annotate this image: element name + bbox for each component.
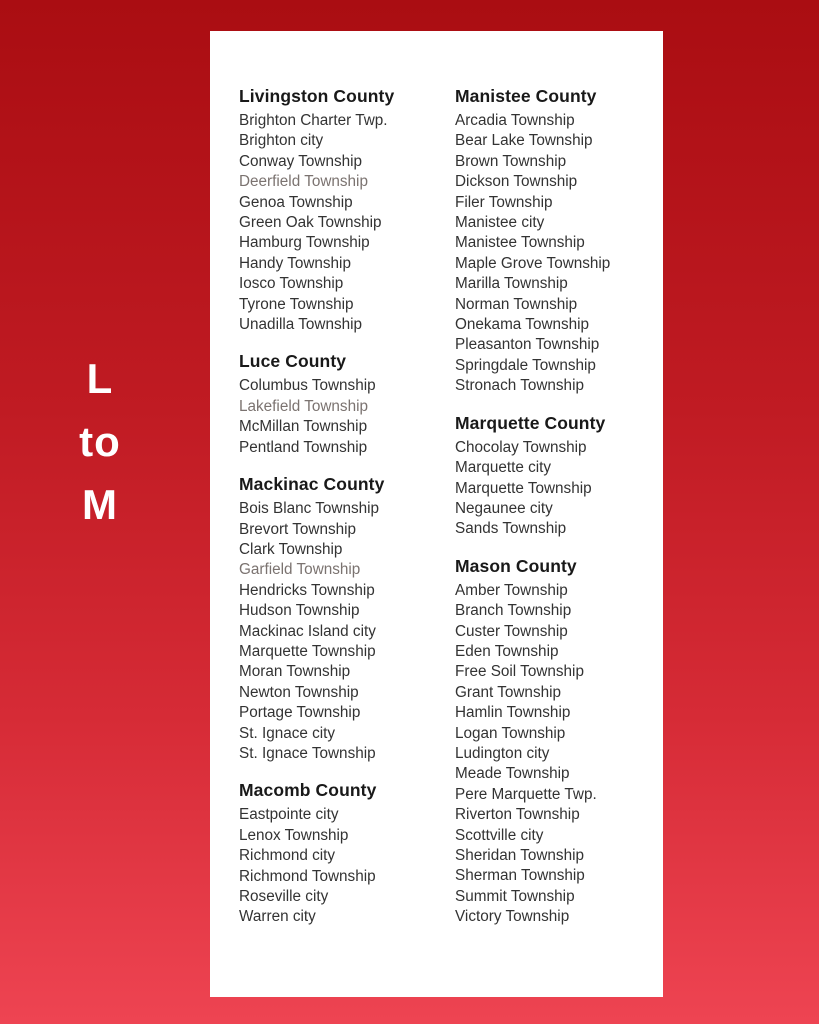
township-item: Marilla Township bbox=[455, 275, 568, 293]
township-item: Springdale Township bbox=[455, 356, 596, 374]
township-item: Hamburg Township bbox=[239, 234, 370, 252]
township-item: Hudson Township bbox=[239, 602, 360, 620]
township-item: Marquette Township bbox=[455, 479, 592, 497]
township-item: Lenox Township bbox=[239, 826, 349, 844]
township-item: Grant Township bbox=[455, 683, 562, 701]
township-item: Hamlin Township bbox=[455, 704, 571, 722]
township-item: Moran Township bbox=[239, 663, 351, 681]
township-item: Eden Township bbox=[455, 642, 559, 660]
township-item: Marquette Township bbox=[239, 642, 376, 660]
township-list bbox=[455, 111, 649, 397]
township-item: Ludington city bbox=[455, 744, 550, 762]
county-column-left bbox=[239, 85, 455, 943]
township-item: Genoa Township bbox=[239, 193, 353, 211]
township-item: Scottville city bbox=[455, 826, 544, 844]
range-letter-end: M bbox=[82, 481, 118, 528]
township-item: Clark Township bbox=[239, 540, 343, 558]
county-list-card bbox=[210, 31, 663, 997]
township-item: Richmond Township bbox=[239, 867, 376, 885]
township-item: Sherman Township bbox=[455, 867, 585, 885]
county-group bbox=[455, 555, 649, 928]
township-item: Branch Township bbox=[455, 602, 572, 620]
township-item: Brown Township bbox=[455, 152, 567, 170]
township-item: Maple Grove Township bbox=[455, 254, 611, 272]
township-item: Mackinac Island city bbox=[239, 622, 376, 640]
township-item: Deerfield Township bbox=[239, 173, 368, 191]
township-item: Stronach Township bbox=[455, 377, 584, 395]
county-heading: Mackinac County bbox=[239, 474, 385, 495]
township-item: Victory Township bbox=[455, 908, 570, 926]
county-heading: Mason County bbox=[455, 555, 577, 576]
township-item: Marquette city bbox=[455, 459, 552, 477]
township-item: Onekama Township bbox=[455, 316, 590, 334]
township-item: Negaunee city bbox=[455, 499, 553, 517]
township-item: Hendricks Township bbox=[239, 581, 375, 599]
township-item: Meade Township bbox=[455, 765, 570, 783]
township-item: Bois Blanc Township bbox=[239, 500, 380, 518]
township-item: Green Oak Township bbox=[239, 214, 382, 232]
township-item: Pentland Township bbox=[239, 438, 368, 456]
county-heading: Macomb County bbox=[239, 780, 377, 801]
township-item: Riverton Township bbox=[455, 806, 580, 824]
township-item: Brighton city bbox=[239, 132, 324, 150]
range-letter-start: L bbox=[86, 355, 114, 402]
township-item: Bear Lake Township bbox=[455, 132, 593, 150]
township-item: Sheridan Township bbox=[455, 847, 584, 864]
township-item: Newton Township bbox=[239, 683, 359, 701]
township-item: Chocolay Township bbox=[455, 438, 587, 456]
township-list bbox=[239, 805, 455, 927]
township-list bbox=[239, 111, 455, 335]
township-item: Eastpointe city bbox=[239, 806, 339, 824]
county-heading: Manistee County bbox=[455, 86, 597, 106]
county-heading: Livingston County bbox=[239, 86, 395, 106]
township-item: Logan Township bbox=[455, 724, 566, 742]
range-label bbox=[58, 355, 142, 528]
township-item: Manistee Township bbox=[455, 234, 585, 252]
township-item: Dickson Township bbox=[455, 173, 578, 191]
county-heading: Luce County bbox=[239, 351, 347, 372]
township-item: Columbus Township bbox=[239, 377, 376, 395]
township-list bbox=[455, 438, 649, 540]
township-item: St. Ignace Township bbox=[239, 744, 376, 762]
township-item: McMillan Township bbox=[239, 418, 368, 436]
county-group bbox=[239, 350, 455, 458]
township-item: Custer Township bbox=[455, 622, 568, 640]
township-list bbox=[455, 581, 649, 928]
township-item: Amber Township bbox=[455, 581, 568, 599]
county-heading: Marquette County bbox=[455, 412, 606, 433]
township-item: Free Soil Township bbox=[455, 663, 584, 681]
township-list bbox=[239, 376, 455, 458]
township-item: Garfield Township bbox=[239, 561, 361, 579]
township-list bbox=[239, 499, 455, 764]
township-item: Summit Township bbox=[455, 887, 575, 905]
township-item: Arcadia Township bbox=[455, 112, 575, 129]
township-item: Brevort Township bbox=[239, 520, 357, 538]
township-item: Pere Marquette Twp. bbox=[455, 785, 597, 803]
range-word-to: to bbox=[79, 418, 121, 465]
township-item: Filer Township bbox=[455, 193, 553, 211]
township-item: Roseville city bbox=[239, 888, 329, 905]
county-column-right bbox=[455, 85, 649, 943]
township-item: Manistee city bbox=[455, 214, 545, 232]
township-item: Tyrone Township bbox=[239, 295, 354, 313]
township-item: Lakefield Township bbox=[239, 397, 368, 415]
township-item: Unadilla Township bbox=[239, 316, 363, 334]
township-item: Iosco Township bbox=[239, 275, 344, 293]
township-item: Warren city bbox=[239, 908, 316, 926]
county-group bbox=[239, 473, 455, 764]
county-group bbox=[239, 779, 455, 927]
township-item: Handy Township bbox=[239, 254, 351, 272]
county-columns bbox=[239, 85, 649, 943]
township-item: St. Ignace city bbox=[239, 724, 336, 742]
township-item: Conway Township bbox=[239, 152, 363, 170]
county-group bbox=[455, 85, 649, 397]
township-item: Brighton Charter Twp. bbox=[239, 112, 388, 129]
county-group bbox=[239, 85, 455, 335]
township-item: Norman Township bbox=[455, 295, 578, 313]
township-item: Pleasanton Township bbox=[455, 336, 600, 354]
township-item: Portage Township bbox=[239, 704, 361, 722]
township-item: Sands Township bbox=[455, 520, 567, 538]
township-item: Richmond city bbox=[239, 847, 336, 865]
county-group bbox=[455, 412, 649, 540]
